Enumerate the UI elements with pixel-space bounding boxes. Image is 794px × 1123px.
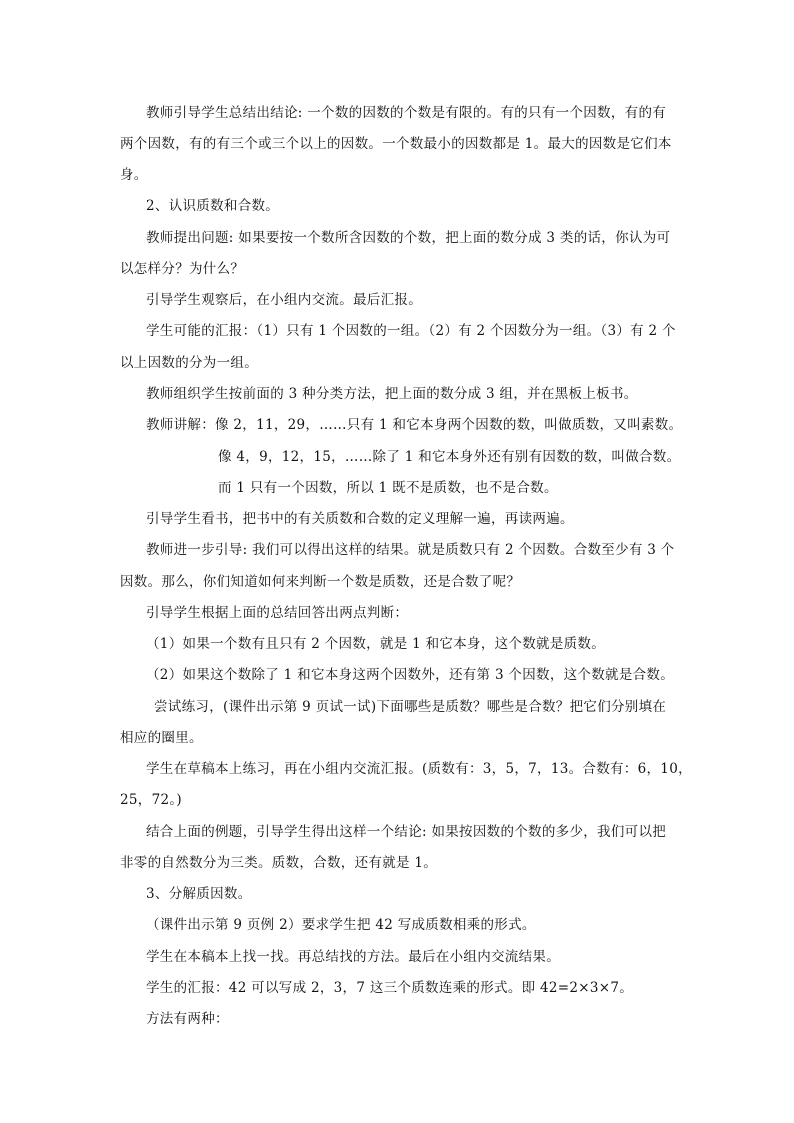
paragraph-line: 两个因数，有的有三个或三个以上的因数。一个数最小的因数都是 1。最大的因数是它们本 [120, 136, 672, 152]
paragraph-line: 教师提出问题: 如果要按一个数所含因数的个数，把上面的数分成 3 类的话，你认为可 [146, 230, 671, 246]
paragraph-line: 以上因数的分为一组。 [120, 355, 258, 371]
list-item: （1）如果一个数有且只有 2 个因数，就是 1 和它本身，这个数就是质数。 [146, 636, 606, 652]
paragraph-line: 学生在草稿本上练习，再在小组内交流汇报。(质数有：3，5，7，13。合数有：6，10， [146, 761, 692, 777]
paragraph-line: 非零的自然数分为三类。质数，合数，还有就是 1。 [120, 855, 438, 871]
paragraph-line: 相应的圈里。 [120, 730, 203, 746]
paragraph-line: 学生在本稿本上找一找。再总结找的方法。最后在小组内交流结果。 [146, 949, 560, 965]
paragraph-line: 而 1 只有一个因数，所以 1 既不是质数，也不是合数。 [218, 480, 558, 496]
paragraph-line: 尝试练习，(课件出示第 9 页试一试)下面哪些是质数？哪些是合数？把它们分别填在 [154, 699, 667, 715]
paragraph-line: 引导学生看书，把书中的有关质数和合数的定义理解一遍，再读两遍。 [146, 511, 574, 527]
paragraph-line: 引导学生根据上面的总结回答出两点判断： [146, 605, 409, 621]
paragraph-line: 教师进一步引导: 我们可以得出这样的结果。就是质数只有 2 个因数。合数至少有 3 个 [146, 542, 675, 558]
list-item: （2）如果这个数除了 1 和它本身这两个因数外，还有第 3 个因数，这个数就是合数。 [146, 667, 675, 683]
paragraph-line: 身。 [120, 167, 148, 183]
paragraph-line: 以怎样分？为什么？ [120, 261, 245, 277]
paragraph-line: 学生的汇报：42 可以写成 2，3，7 这三个质数连乘的形式。即 42=2×3×7。 [146, 980, 634, 996]
paragraph-line: 教师组织学生按前面的 3 种分类方法，把上面的数分成 3 组，并在黑板上板书。 [146, 386, 638, 402]
paragraph-line: 结合上面的例题，引导学生得出这样一个结论: 如果按因数的个数的多少，我们可以把 [146, 824, 667, 840]
paragraph-line: （课件出示第 9 页例 2）要求学生把 42 写成质数相乘的形式。 [146, 917, 536, 933]
paragraph-line: 引导学生观察后，在小组内交流。最后汇报。 [146, 292, 422, 308]
paragraph-line: 25，72。) [120, 792, 182, 808]
section-heading: 2、认识质数和合数。 [146, 198, 280, 214]
paragraph-line: 教师讲解：像 2，11，29，……只有 1 和它本身两个因数的数，叫做质数，又叫素数。 [146, 417, 683, 433]
section-heading: 3、分解质因数。 [146, 886, 252, 902]
paragraph-line: 学生可能的汇报：（1）只有 1 个因数的一组。（2）有 2 个因数分为一组。（3）有 2 个 [146, 323, 676, 339]
paragraph-line: 方法有两种： [146, 1011, 229, 1027]
paragraph-line: 因数。那么，你们知道如何来判断一个数是质数，还是合数了呢？ [120, 574, 521, 590]
paragraph-line: 教师引导学生总结出结论: 一个数的因数的个数是有限的。有的只有一个因数，有的有 [146, 105, 667, 121]
paragraph-line: 像 4，9，12，15，……除了 1 和它本身外还有别有因数的数，叫做合数。 [218, 449, 681, 465]
